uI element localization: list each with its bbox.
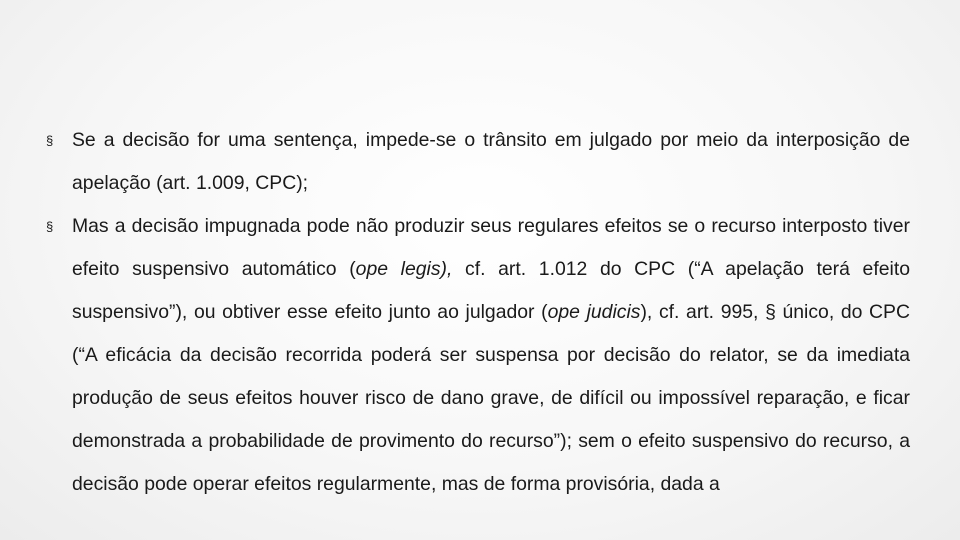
bullet-marker-icon: §: [46, 219, 54, 234]
bullet-text: Mas a decisão impugnada pode não produzir seus regulares efeitos se o recurso interposto tiver efeito suspensivo automático (: [72, 215, 910, 280]
bullet-list: [46, 119, 910, 506]
bullet-text: ), cf. art. 995, § único, do CPC (“A eficácia da decisão recorrida poderá ser suspensa por decisão do relator, se da imediata produção de seus efeitos houver risco de dano grave, de difícil ou impossível reparação, e ficar demonstrada a probabilidade de provimento do recurso”); sem o efeito suspensivo do recurso, a decisão pode operar efeitos regularmente, mas de forma provisória, dada a: [72, 301, 910, 495]
bullet-text: cf. art. 1.012 do CPC (“A apelação terá efeito suspensivo”), ou obtiver esse efeito junto ao julgador (: [72, 258, 910, 323]
bullet-text-italic: ope legis),: [355, 258, 453, 280]
bullet-item: [46, 119, 910, 205]
bullet-text: Se a decisão for uma sentença, impede-se o trânsito em julgado por meio da interposição de apelação (art. 1.009, CPC);: [72, 129, 910, 194]
bullet-marker-icon: §: [46, 133, 54, 148]
bullet-text-italic: ope judicis: [547, 301, 641, 323]
bullet-item: [46, 205, 910, 506]
